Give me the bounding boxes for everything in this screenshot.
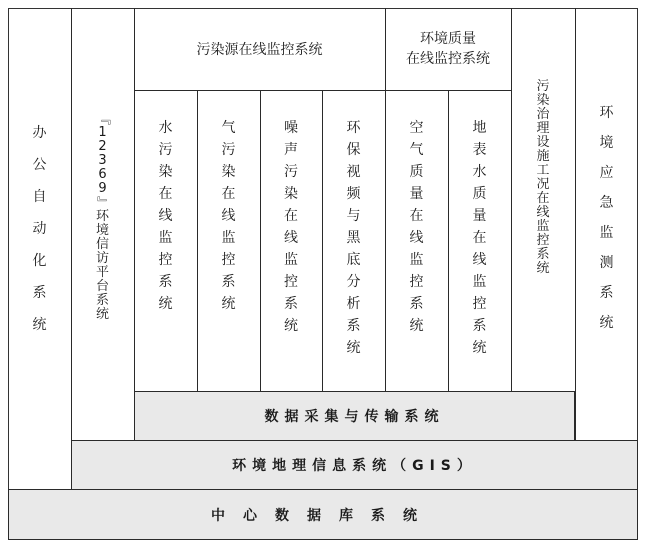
vertical-char: 统 bbox=[536, 261, 550, 276]
vertical-char: 监 bbox=[158, 230, 173, 246]
vertical-char: 视 bbox=[346, 164, 361, 180]
vertical-char: 控 bbox=[284, 274, 298, 290]
vertical-char: 监 bbox=[284, 252, 298, 268]
vertical-char: 噪 bbox=[284, 120, 298, 136]
air-quality-label bbox=[385, 121, 448, 333]
vertical-char: 染 bbox=[536, 93, 550, 108]
vertical-char: 线 bbox=[284, 230, 298, 246]
env-quality-group-line2: 在线监控系统 bbox=[406, 51, 490, 67]
vertical-char: 环 bbox=[95, 209, 109, 224]
vertical-char: 监 bbox=[472, 274, 487, 290]
vertical-char: 系 bbox=[221, 274, 236, 290]
vertical-char: 空 bbox=[409, 120, 424, 136]
vertical-char: 统 bbox=[599, 315, 614, 331]
vertical-char: 系 bbox=[32, 285, 47, 301]
vertical-char: 理 bbox=[536, 121, 550, 136]
vertical-char: 在 bbox=[221, 186, 236, 202]
vertical-char: 量 bbox=[472, 208, 487, 224]
vertical-char: 系 bbox=[599, 285, 614, 301]
vertical-char: 分 bbox=[346, 274, 361, 290]
video-black-smoke-label bbox=[322, 121, 385, 355]
vertical-char: 系 bbox=[536, 247, 550, 262]
env-quality-group-label bbox=[385, 8, 511, 90]
water-pollution-label bbox=[134, 121, 197, 311]
vertical-char: 统 bbox=[95, 307, 109, 322]
surface-water-label bbox=[448, 121, 511, 355]
hotline-platform-label bbox=[71, 112, 134, 321]
vertical-char: 治 bbox=[536, 107, 550, 122]
vertical-char: 急 bbox=[599, 195, 614, 211]
central-database-text: 中心数据库系统 bbox=[211, 507, 435, 524]
data-acquisition-title bbox=[134, 391, 575, 441]
vertical-char: 保 bbox=[346, 142, 361, 158]
vertical-char: 线 bbox=[158, 208, 173, 224]
vertical-char: 况 bbox=[536, 177, 550, 192]
gis-text: 环境地理信息系统（GIS） bbox=[232, 458, 477, 474]
vertical-char: 统 bbox=[346, 340, 361, 356]
vertical-char: 控 bbox=[536, 233, 550, 248]
vertical-char: 控 bbox=[409, 274, 424, 290]
vertical-char: 统 bbox=[472, 340, 487, 356]
vertical-char: 线 bbox=[409, 230, 424, 246]
vertical-char: 系 bbox=[472, 318, 487, 334]
vertical-char: 线 bbox=[221, 208, 236, 224]
vertical-char: 环 bbox=[599, 105, 614, 121]
vertical-char: 污 bbox=[536, 79, 550, 94]
vertical-char: 6 bbox=[98, 167, 107, 182]
vertical-char: 系 bbox=[409, 296, 424, 312]
vertical-char: 测 bbox=[599, 255, 614, 271]
vertical-char: 统 bbox=[32, 317, 47, 333]
treatment-facility-label bbox=[511, 80, 575, 275]
vertical-char: 3 bbox=[98, 153, 107, 168]
vertical-char: 控 bbox=[221, 252, 236, 268]
vertical-char: 监 bbox=[536, 219, 550, 234]
vertical-char: 』 bbox=[94, 195, 110, 210]
vertical-char: 访 bbox=[95, 251, 109, 266]
vertical-char: 统 bbox=[284, 318, 298, 334]
vertical-char: 在 bbox=[409, 208, 424, 224]
vertical-char: 水 bbox=[472, 164, 487, 180]
vertical-char: 统 bbox=[221, 296, 236, 312]
vertical-char: 水 bbox=[158, 120, 173, 136]
vertical-char: 动 bbox=[32, 221, 47, 237]
vertical-char: 在 bbox=[472, 230, 487, 246]
vertical-char: 在 bbox=[284, 208, 298, 224]
vertical-char: 染 bbox=[221, 164, 236, 180]
vertical-char: 台 bbox=[95, 279, 109, 294]
vertical-char: 『 bbox=[94, 111, 110, 126]
vertical-char: 污 bbox=[158, 142, 173, 158]
vertical-char: 办 bbox=[32, 125, 47, 141]
divider bbox=[134, 90, 511, 91]
vertical-char: 监 bbox=[221, 230, 236, 246]
vertical-char: 量 bbox=[409, 186, 424, 202]
vertical-char: 系 bbox=[346, 318, 361, 334]
vertical-char: 境 bbox=[95, 223, 109, 238]
gis-title bbox=[71, 440, 638, 490]
vertical-char: 控 bbox=[472, 296, 487, 312]
vertical-char: 信 bbox=[95, 237, 109, 252]
vertical-char: 频 bbox=[346, 186, 361, 202]
vertical-char: 控 bbox=[158, 252, 173, 268]
vertical-char: 染 bbox=[284, 186, 298, 202]
vertical-char: 环 bbox=[346, 120, 361, 136]
vertical-char: 统 bbox=[158, 296, 173, 312]
vertical-char: 平 bbox=[95, 265, 109, 280]
env-quality-group-line1: 环境质量 bbox=[420, 31, 476, 47]
vertical-char: 工 bbox=[536, 163, 550, 178]
pollution-source-group-label bbox=[134, 8, 385, 90]
vertical-char: 境 bbox=[599, 135, 614, 151]
vertical-char: 系 bbox=[95, 293, 109, 308]
central-database-title bbox=[8, 489, 638, 540]
vertical-char: 质 bbox=[409, 164, 424, 180]
vertical-char: 设 bbox=[536, 135, 550, 150]
vertical-char: 污 bbox=[221, 142, 236, 158]
vertical-char: 气 bbox=[221, 120, 236, 136]
vertical-char: 公 bbox=[32, 157, 47, 173]
office-automation-label bbox=[8, 126, 71, 332]
vertical-char: 气 bbox=[409, 142, 424, 158]
vertical-char: 系 bbox=[284, 296, 298, 312]
vertical-char: 线 bbox=[472, 252, 487, 268]
vertical-char: 线 bbox=[536, 205, 550, 220]
vertical-char: 监 bbox=[409, 252, 424, 268]
vertical-char: 统 bbox=[409, 318, 424, 334]
data-acquisition-text: 数据采集与传输系统 bbox=[264, 409, 445, 425]
noise-label bbox=[260, 121, 322, 333]
vertical-char: 析 bbox=[346, 296, 361, 312]
vertical-char: 污 bbox=[284, 164, 298, 180]
vertical-char: 底 bbox=[346, 252, 361, 268]
vertical-char: 染 bbox=[158, 164, 173, 180]
vertical-char: 1 bbox=[98, 125, 107, 140]
vertical-char: 系 bbox=[158, 274, 173, 290]
air-pollution-label bbox=[197, 121, 260, 311]
vertical-char: 监 bbox=[599, 225, 614, 241]
vertical-char: 黑 bbox=[346, 230, 361, 246]
vertical-char: 施 bbox=[536, 149, 550, 164]
vertical-char: 应 bbox=[599, 165, 614, 181]
vertical-char: 9 bbox=[98, 181, 107, 196]
vertical-char: 表 bbox=[472, 142, 487, 158]
vertical-char: 自 bbox=[32, 189, 47, 205]
pollution-source-group-text: 污染源在线监控系统 bbox=[196, 42, 323, 58]
vertical-char: 2 bbox=[98, 139, 107, 154]
vertical-char: 质 bbox=[472, 186, 487, 202]
vertical-char: 地 bbox=[472, 120, 487, 136]
vertical-char: 声 bbox=[284, 142, 298, 158]
vertical-char: 在 bbox=[158, 186, 173, 202]
vertical-char: 化 bbox=[32, 253, 47, 269]
vertical-char: 在 bbox=[536, 191, 550, 206]
vertical-char: 与 bbox=[346, 208, 361, 224]
emergency-monitoring-label bbox=[575, 106, 638, 330]
